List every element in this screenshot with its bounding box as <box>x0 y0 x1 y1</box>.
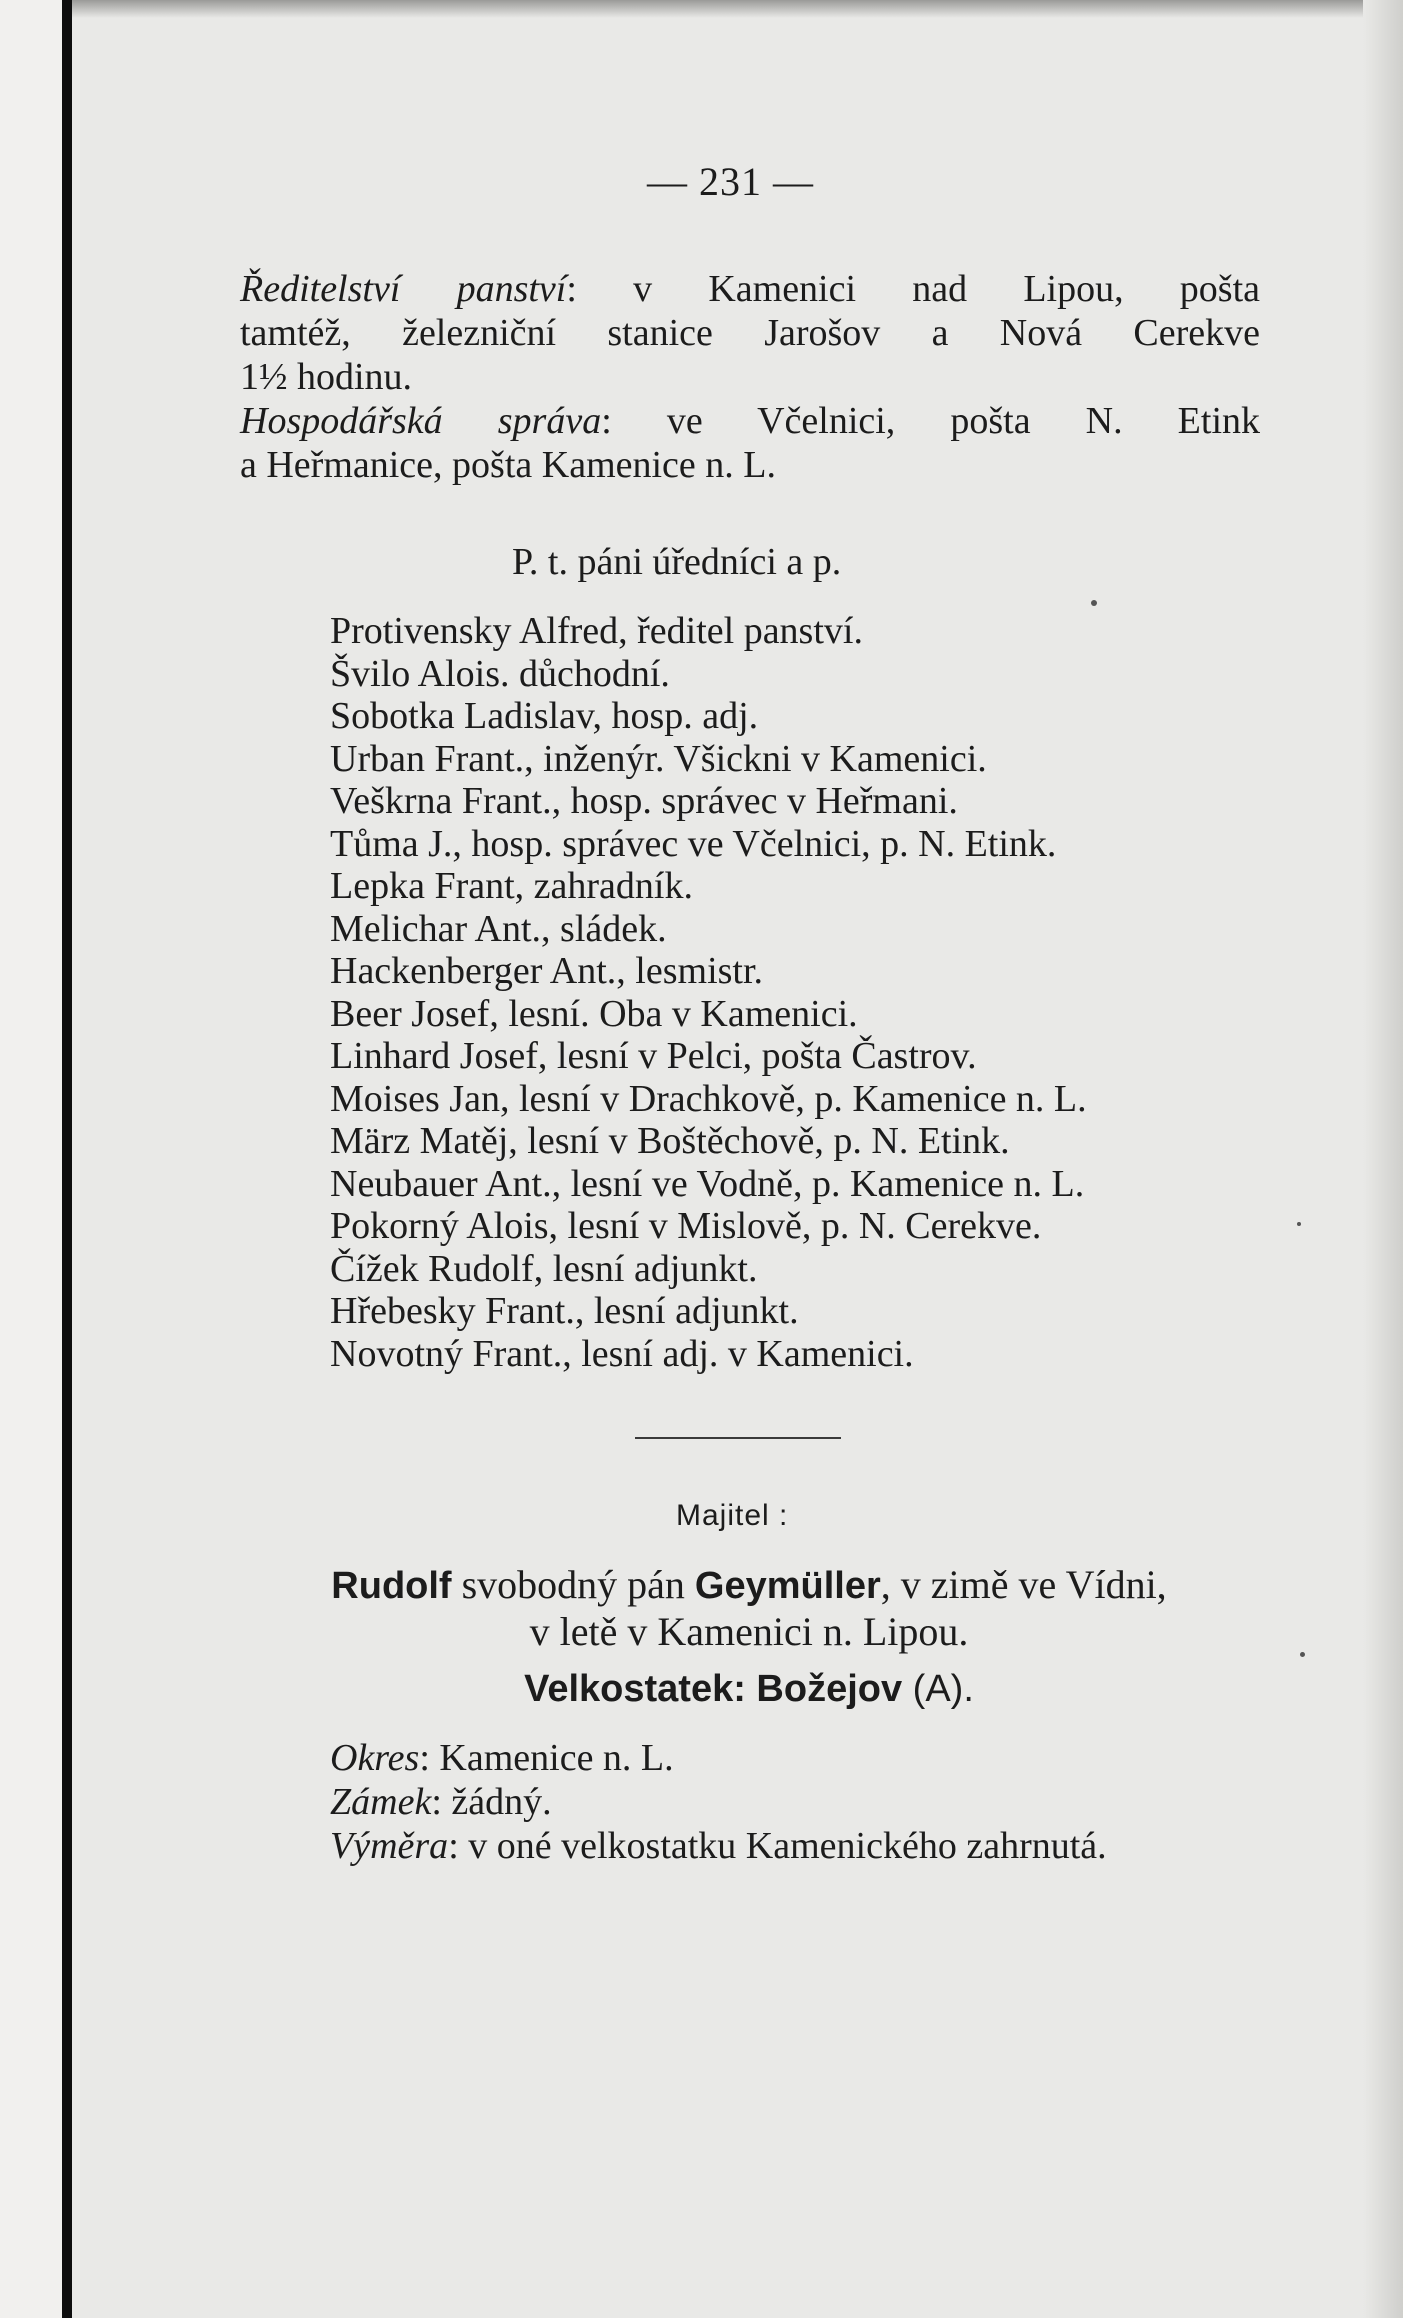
paper-speck <box>1091 600 1097 606</box>
staff-entry: März Matěj, lesní v Boštěchově, p. N. Etink. <box>330 1120 1010 1162</box>
staff-entry: Novotný Frant., lesní adj. v Kamenici. <box>330 1332 914 1375</box>
staff-entry: Lepka Frant, zahradník. <box>330 865 693 907</box>
detail-district: Okres: Kamenice n. L. <box>330 1737 674 1779</box>
paper-speck <box>1297 1222 1301 1226</box>
staff-entry: Čížek Rudolf, lesní adjunkt. <box>330 1247 758 1290</box>
staff-entry: Veškrna Frant., hosp. správec v Heřmani. <box>330 780 958 822</box>
staff-entry: Protivensky Alfred, ředitel panství. <box>330 610 863 652</box>
staff-entry: Pokorný Alois, lesní v Mislově, p. N. Cerekve. <box>330 1205 1042 1247</box>
staff-entry: Urban Frant., inženýr. Všickni v Kamenici. <box>330 737 987 780</box>
administration-line-2: a Heřmanice, pošta Kamenice n. L. <box>240 444 776 486</box>
directorate-line-3: 1½ hodinu. <box>240 356 413 398</box>
staff-entry: Linhard Josef, lesní v Pelci, pošta Častrov. <box>330 1035 977 1077</box>
owner-residence-winter: , v zimě ve Vídni, <box>880 1562 1167 1607</box>
paper-speck <box>1373 500 1377 504</box>
book-gutter <box>62 0 72 2318</box>
staff-entry: Neubauer Ant., lesní ve Vodně, p. Kamenice n. L. <box>330 1162 1085 1205</box>
estate-name: Velkostatek: Božejov <box>524 1668 903 1710</box>
adjacent-page-edge <box>0 0 62 2318</box>
directorate-line-1: Ředitelství panství: v Kamenici nad Lipou, pošta <box>240 268 1260 310</box>
paper-speck <box>1300 1652 1305 1657</box>
estate-details <box>330 1736 1107 1868</box>
estate-heading <box>229 1668 1269 1711</box>
staff-entry: Beer Josef, lesní. Oba v Kamenici. <box>330 992 858 1035</box>
staff-caption: P. t. páni úředníci a p. <box>512 541 842 583</box>
owner-residence-summer: v letě v Kamenici n. Lipou. <box>529 1609 969 1654</box>
staff-entry: Sobotka Ladislav, hosp. adj. <box>330 695 759 737</box>
detail-area: Výměra: v oné velkostatku Kamenického zahrnutá. <box>330 1825 1107 1867</box>
staff-entry: Tůma J., hosp. správec ve Včelnici, p. N. Etink. <box>330 822 1057 865</box>
owner-label: Majitel : <box>676 1499 789 1532</box>
owner-first-name: Rudolf <box>331 1565 452 1607</box>
staff-entry: Hřebesky Frant., lesní adjunkt. <box>330 1290 799 1332</box>
page-number: — 231 — <box>647 159 814 204</box>
book-page <box>72 0 1403 2318</box>
owner-surname: Geymüller <box>694 1565 881 1607</box>
detail-castle: Zámek: žádný. <box>330 1781 552 1823</box>
owner-block <box>229 1562 1269 1655</box>
estate-suffix: (A). <box>902 1668 974 1710</box>
staff-entry: Švilo Alois. důchodní. <box>330 652 670 695</box>
owner-title: svobodný pán <box>461 1562 685 1607</box>
directorate-paragraph <box>240 270 1260 490</box>
administration-line-1: Hospodářská správa: ve Včelnici, pošta N. Etink <box>240 400 1261 442</box>
staff-list <box>330 610 1087 1375</box>
staff-entry: Melichar Ant., sládek. <box>330 907 667 950</box>
staff-entry: Moises Jan, lesní v Drachkově, p. Kamenice n. L. <box>330 1077 1087 1120</box>
administration-label: Hospodářská správa <box>240 400 602 442</box>
section-divider <box>635 1437 841 1439</box>
staff-entry: Hackenberger Ant., lesmistr. <box>330 950 764 992</box>
directorate-line-2: tamtéž, železniční stanice Jarošov a Nová Cerekve <box>240 312 1260 354</box>
directorate-label: Ředitelství panství <box>240 268 567 310</box>
